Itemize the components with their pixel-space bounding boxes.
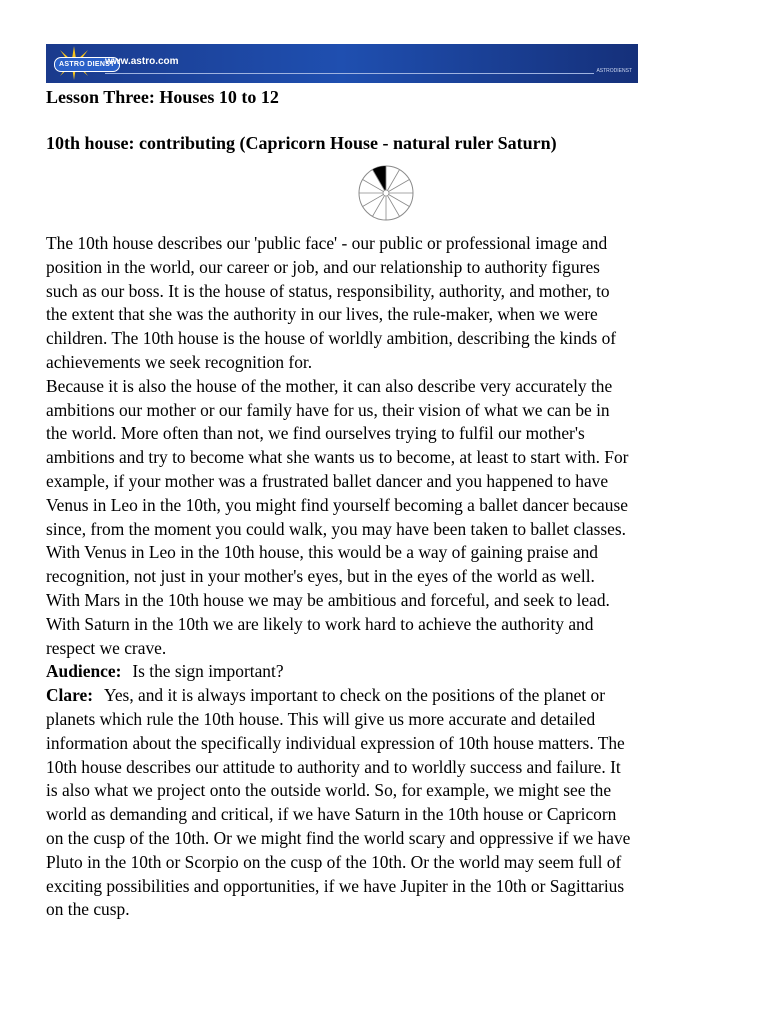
paragraph-public-face [46, 232, 736, 375]
house-wheel-icon [357, 164, 415, 222]
text-line: With Venus in Leo in the 10th house, this would be a way of gaining praise and [46, 542, 598, 563]
text-line: children. The 10th house is the house of worldly ambition, describing the kinds of [46, 328, 617, 349]
text-line: With Mars in the 10th house we may be ambitious and forceful, and seek to lead. [46, 589, 610, 610]
text-line: Pluto in the 10th or Scorpio on the cusp of the 10th. Or the world may seem full of [46, 851, 622, 872]
speaker-audience: Audience: [46, 661, 122, 682]
text-line: world as demanding and critical, if we have Saturn in the 10th house or Capricorn [46, 804, 617, 825]
text-line: position in the world, our career or job, and our relationship to authority figures [46, 256, 600, 277]
text-line: since, from the moment you could walk, you may have been taken to ballet classes. [46, 518, 627, 539]
speaker-clare: Clare: [46, 685, 94, 706]
text-line: respect we crave. [46, 637, 167, 658]
text-line: the extent that she was the authority in our lives, the rule-maker, when we were [46, 304, 598, 325]
text-line [46, 684, 736, 708]
banner-divider [105, 73, 594, 74]
lesson-body [46, 232, 736, 922]
text-line: ambitions and try to become what she wants us to become, at least to start with. For [46, 447, 629, 468]
text-line: Venus in Leo in the 10th, you might find yourself becoming a ballet dancer because [46, 494, 628, 515]
text-line: on the cusp. [46, 899, 130, 920]
text-line: The 10th house describes our 'public face' - our public or professional image and [46, 233, 608, 253]
text-line: example, if your mother was a frustrated ballet dancer and you happened to have [46, 470, 609, 491]
clare-first-line: Yes, and it is always important to check on the positions of the planet or [104, 685, 606, 706]
house-heading: 10th house: contributing (Capricorn House - natural ruler Saturn) [46, 133, 557, 153]
text-line: achievements we seek recognition for. [46, 351, 313, 372]
text-line: planets which rule the 10th house. This will give us more accurate and detailed [46, 708, 596, 729]
astrodienst-logo: ASTRO DIENST [54, 57, 120, 72]
audience-question [46, 660, 736, 684]
text-line: the world. More often than not, we find ourselves trying to fulfil our mother's [46, 423, 585, 444]
text-line: exciting possibilities and opportunities, if we have Jupiter in the 10th or Sagittarius [46, 875, 625, 896]
banner-small-mark: ASTRODIENST [596, 68, 632, 74]
text-line: 10th house describes our attitude to authority and to worldly success and failure. It [46, 756, 621, 777]
clare-answer [46, 684, 736, 922]
text-line: With Saturn in the 10th we are likely to work hard to achieve the authority and [46, 613, 594, 634]
site-header-banner[interactable] [46, 44, 638, 83]
lesson-title: Lesson Three: Houses 10 to 12 [46, 87, 279, 107]
paragraph-mother [46, 375, 736, 661]
text-line: information about the specifically individual expression of 10th house matters. The [46, 732, 625, 753]
text-line: Because it is also the house of the mother, it can also describe very accurately the [46, 375, 613, 396]
text-line: is also what we project onto the outside world. So, for example, we might see the [46, 780, 612, 801]
text-line: recognition, not just in your mother's eyes, but in the eyes of the world as well. [46, 566, 595, 587]
text-line: on the cusp of the 10th. Or we might find the world scary and oppressive if we have [46, 827, 631, 848]
text-line: ambitions our mother or our family have for us, their vision of what we can be in [46, 399, 610, 420]
site-url-link[interactable]: www.astro.com [105, 56, 179, 67]
audience-text: Is the sign important? [132, 661, 284, 682]
text-line: such as our boss. It is the house of status, responsibility, authority, and mother, to [46, 280, 610, 301]
